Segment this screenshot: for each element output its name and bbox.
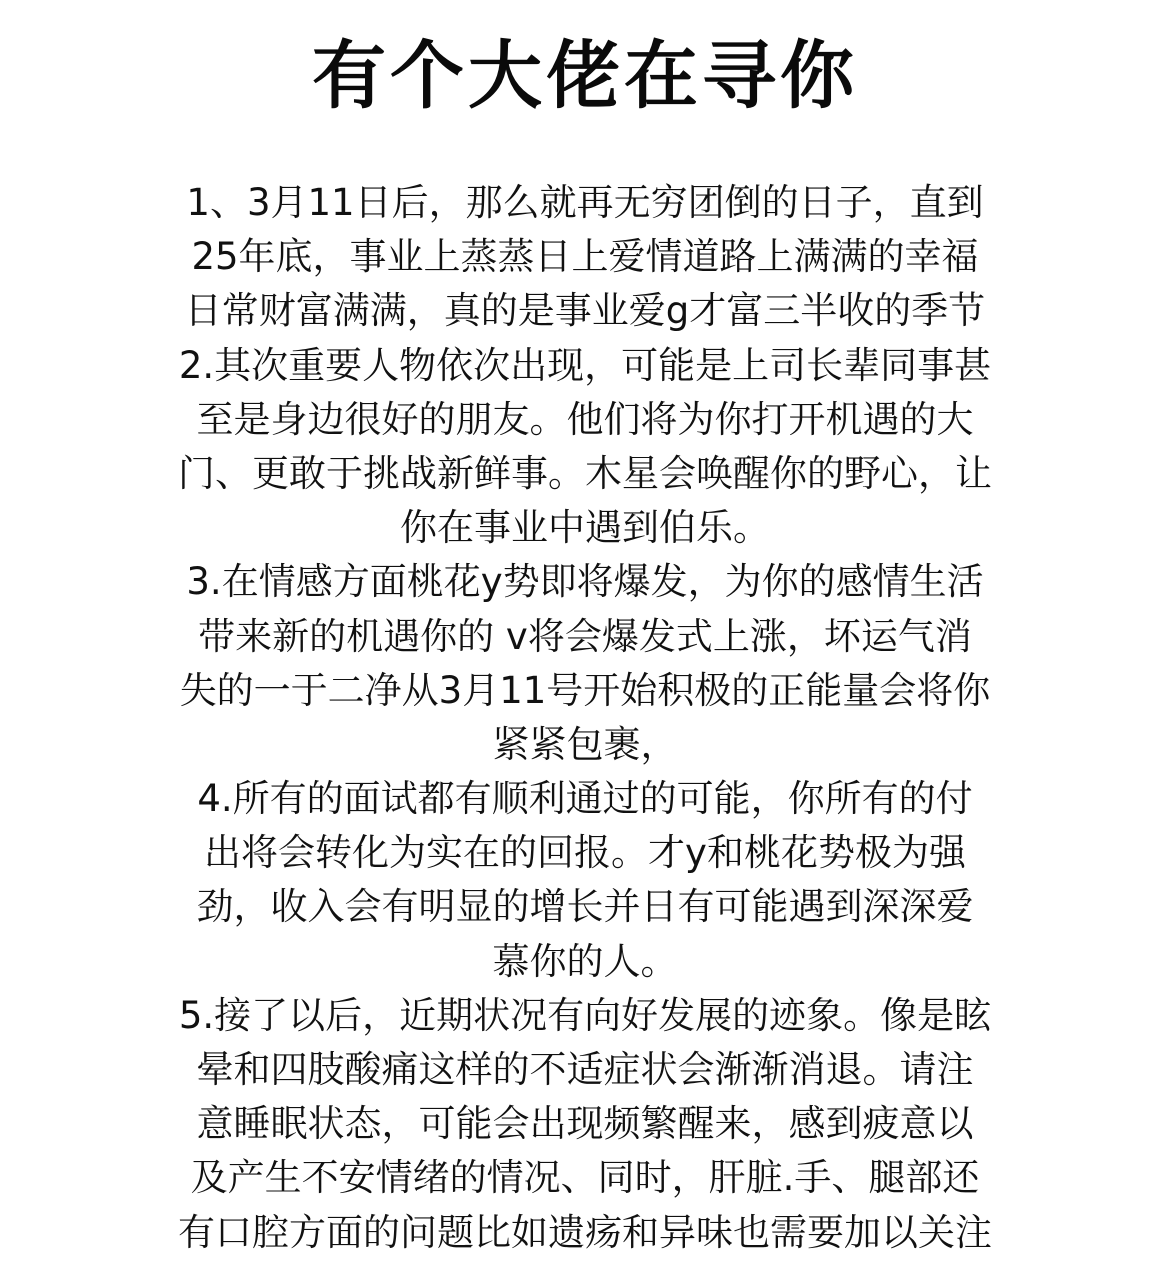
text-line: 劲，收入会有明显的增长并日有可能遇到深深爱 — [196, 885, 974, 929]
text-line: 3.在情感方面桃花y势即将爆发，为你的感情生活 — [186, 560, 984, 604]
text-line: 日常财富满满，真的是事业爱g才富三半收的季节 — [184, 289, 986, 333]
text-line: 4.所有的面试都有顺利通过的可能，你所有的付 — [197, 777, 973, 821]
text-line: 有口腔方面的问题比如遗疡和异味也需要加以关注 — [178, 1210, 992, 1254]
text-line: 晕和四肢酸痛这样的不适症状会渐渐消退。请注 — [196, 1048, 974, 1091]
text-line: 1、3月11日后，那么就再无穷团倒的日子，直到 — [186, 181, 984, 224]
text-line: 5.接了以后，近期状况有向好发展的迹象。像是眩 — [178, 993, 992, 1037]
text-line: 至是身边很好的朋友。他们将为你打开机遇的大 — [196, 397, 974, 441]
text-line: 及产生不安情绪的情况、同时，肝脏.手、腿部还 — [190, 1156, 980, 1200]
text-line: 带来新的机遇你的 v将会爆发式上涨，坏运气消 — [198, 614, 972, 658]
text-line: 你在事业中遇到伯乐。 — [400, 506, 770, 550]
text-line: 意睡眠状态，可能会出现频繁醒来，感到疲意以 — [196, 1102, 974, 1146]
text-line: 紧紧包裹， — [492, 722, 678, 766]
text-line: 出将会转化为实在的回报。才y和桃花势极为强 — [204, 831, 966, 875]
article-body — [0, 176, 1170, 1260]
text-line: 失的一于二净从3月11号开始积极的正能量会将你 — [179, 668, 991, 712]
text-line: 2.其次重要人物依次出现，可能是上司长辈同事甚 — [178, 343, 992, 387]
page-title: 有个大佬在寻你 — [312, 33, 858, 119]
text-line: 门、更敢于挑战新鲜事。木星会唤醒你的野心，让 — [178, 451, 992, 495]
text-line: 慕你的人。 — [492, 939, 678, 983]
text-line: 25年底，事业上蒸蒸日上爱情道路上满满的幸福 — [191, 235, 979, 279]
